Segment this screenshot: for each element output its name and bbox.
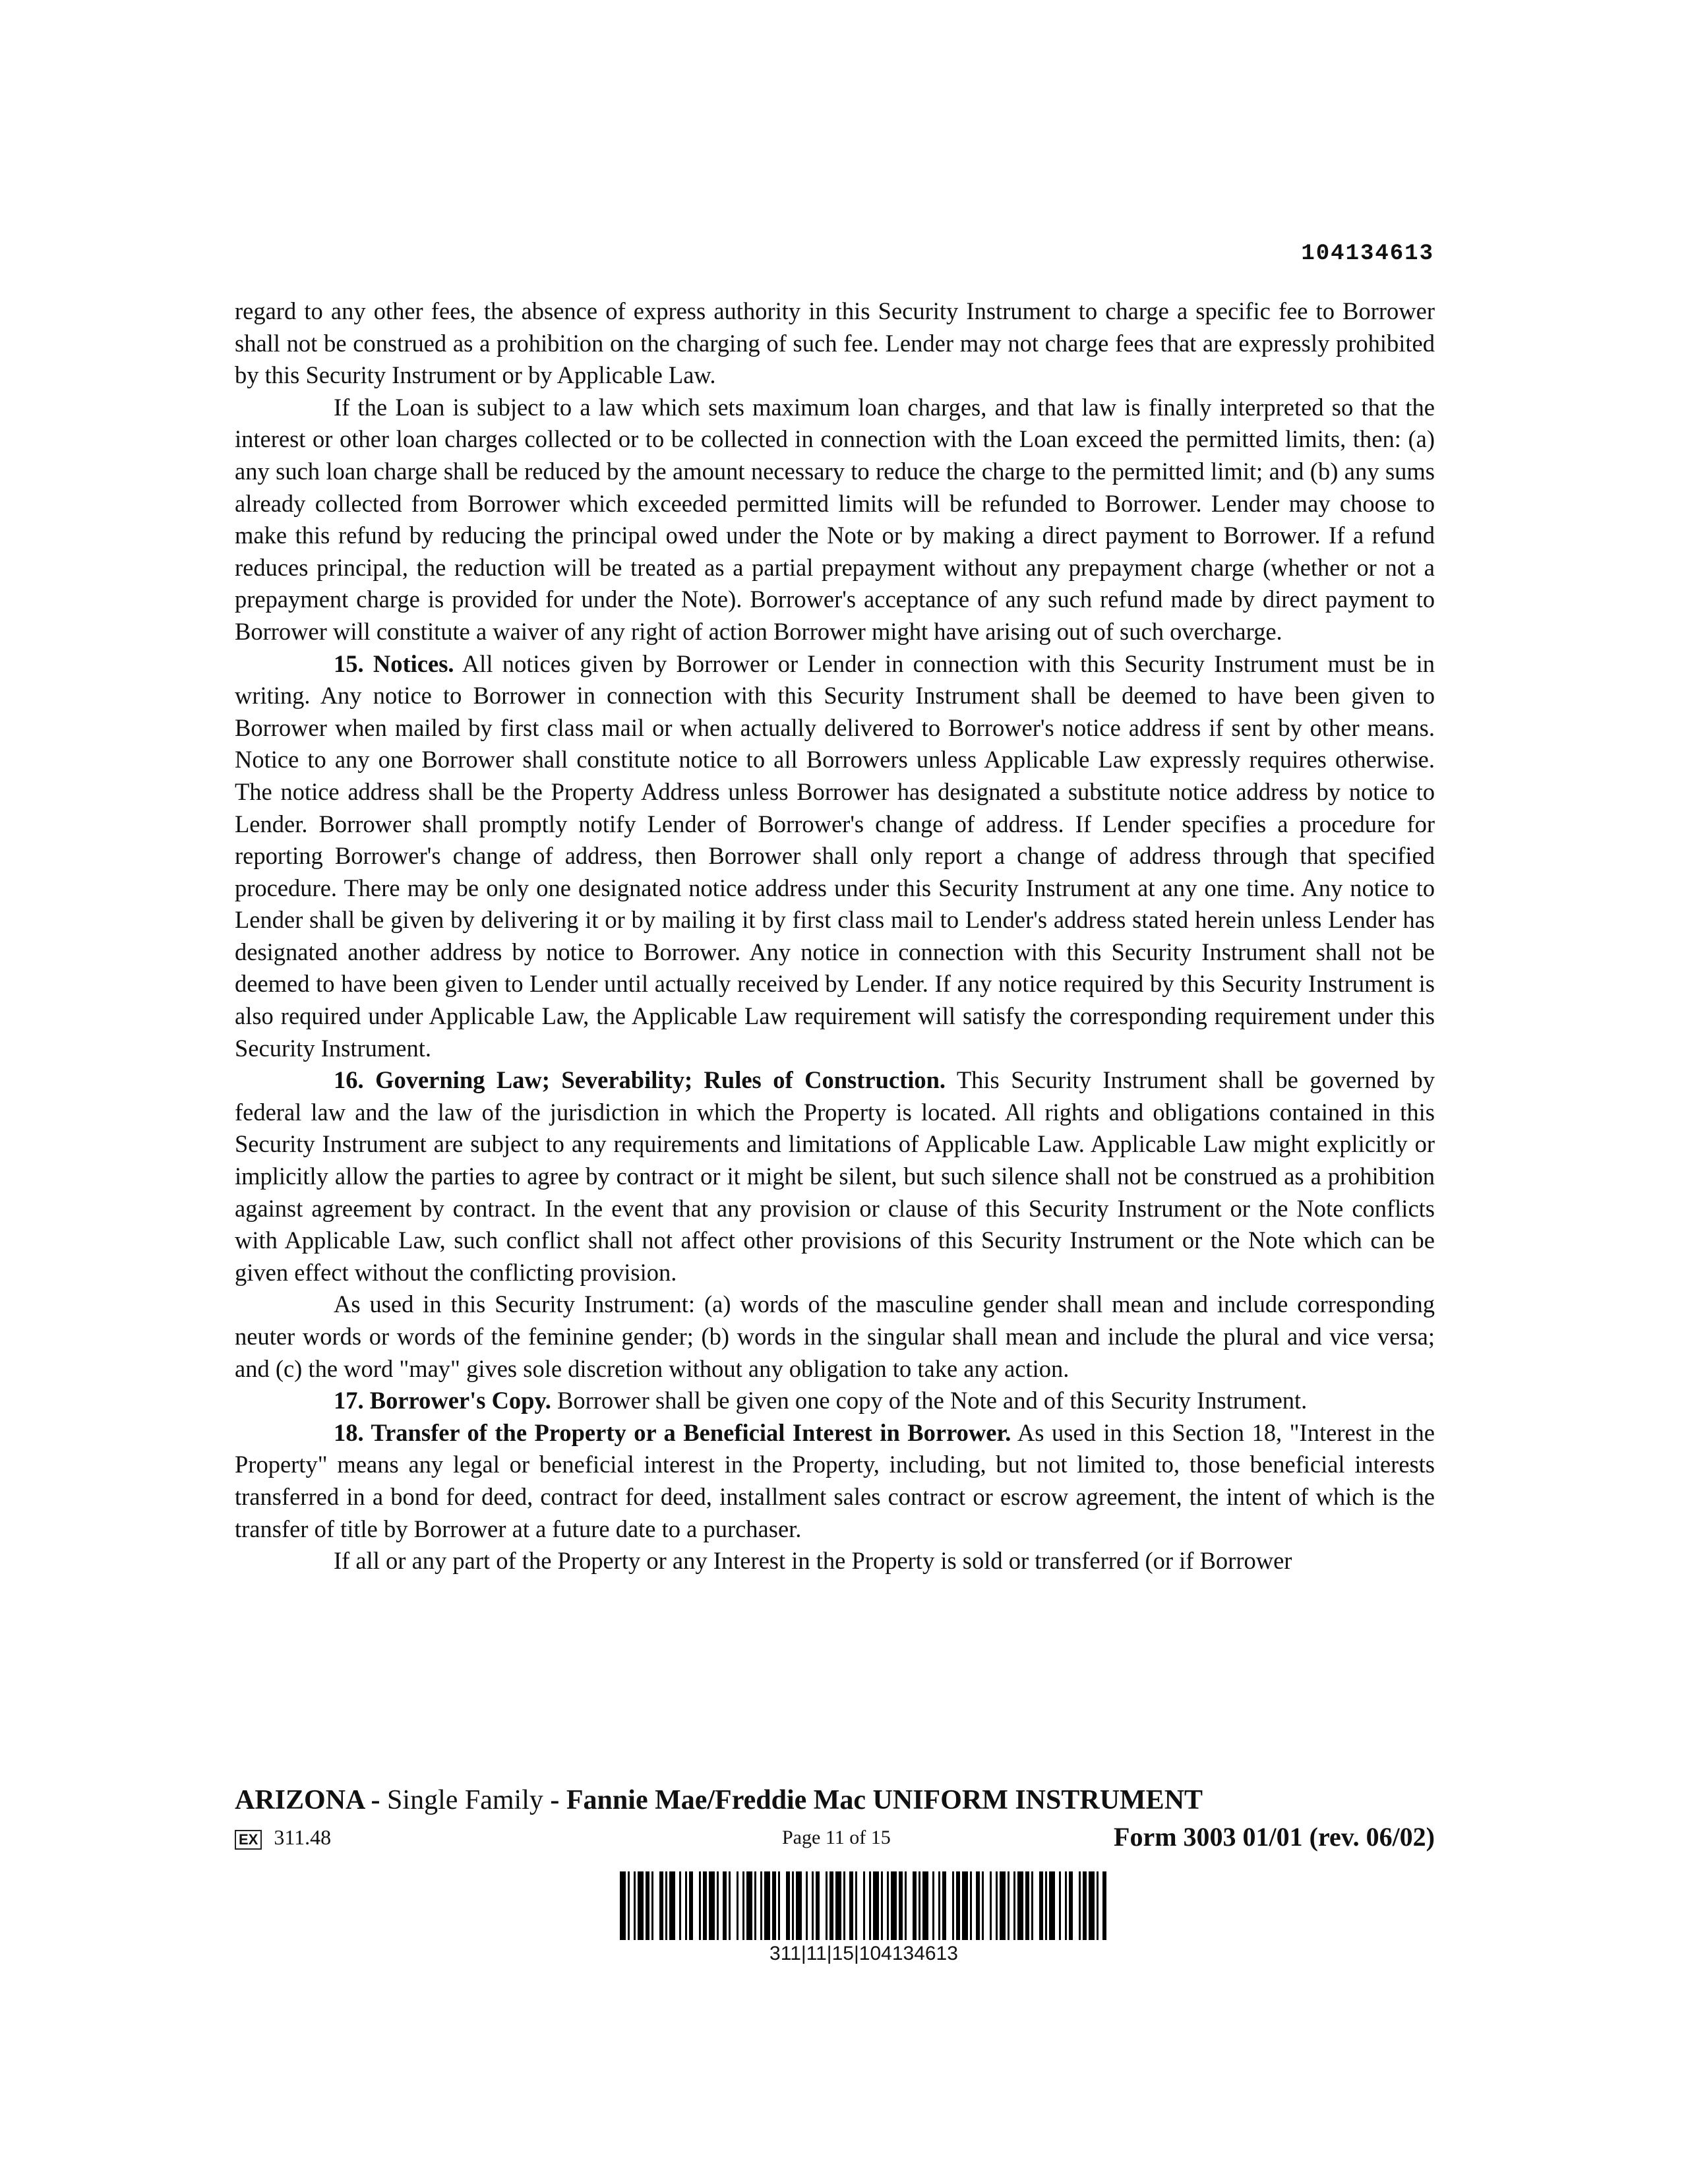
section-heading: 15. Notices.	[334, 650, 454, 677]
footer-family: Single Family	[387, 1785, 543, 1815]
paragraph-text: All notices given by Borrower or Lender in connection with this Security Instrument must be in writing. Any notice to Borrower in connection with this Security Instrument shall be deemed to have been given to Borrower when mailed by first class mail or when actually delivered to Borrower's notice address if sent by other means. Notice to any one Borrower shall constitute notice to all Borrowers unless Applicable Law expressly requires otherwise. The notice address shall be the Property Address unless Borrower has designated a substitute notice address by notice to Lender. Borrower shall promptly notify Lender of Borrower's change of address. If Lender specifies a procedure for reporting Borrower's change of address, then Borrower shall only report a change of address through that specified procedure. There may be only one designated notice address under this Security Instrument at any one time. Any notice to Lender shall be given by delivering it or by mailing it by first class mail to Lender's address stated herein unless Lender has designated another address by notice to Borrower. Any notice in connection with this Security Instrument shall not be deemed to have been given to Lender until actually received by Lender. If any notice required by this Security Instrument is also required under Applicable Law, the Applicable Law requirement will satisfy the corresponding requirement under this Security Instrument.	[235, 650, 1435, 1062]
form-code-text: 311.48	[274, 1825, 332, 1849]
paragraph-text: If all or any part of the Property or any Interest in the Property is sold or transferred (or if Borrower	[334, 1547, 1292, 1575]
document-body	[235, 295, 1435, 1577]
barcode-text: 311|11|15|104134613	[769, 1943, 958, 1964]
section-16-governing-law	[235, 1064, 1435, 1289]
footer-instrument: Fannie Mae/Freddie Mac UNIFORM INSTRUMENT	[566, 1785, 1203, 1815]
paragraph-loan-charges	[235, 392, 1435, 648]
footer-separator: -	[543, 1785, 566, 1815]
paragraph-fee-continuation	[235, 295, 1435, 392]
page-number: Page 11 of 15	[782, 1827, 891, 1848]
footer-state: ARIZONA	[235, 1785, 365, 1815]
paragraph-text: regard to any other fees, the absence of express authority in this Security Instrument to charge a specific fee to Borrower shall not be construed as a prohibition on the charging of such fee. Lender may not charge fees that are expressly prohibited by this Security Instrument or by Applicable Law.	[235, 297, 1435, 389]
section-15-notices	[235, 648, 1435, 1065]
paragraph-text: If the Loan is subject to a law which sets maximum loan charges, and that law is finally interpreted so that the interest or other loan charges collected or to be collected in connection with the Loan exceed the permitted limits, then: (a) any such loan charge shall be reduced by the amount necessary to reduce the charge to the permitted limit; and (b) any sums already collected from Borrower which exceeded permitted limits will be refunded to Borrower. Lender may choose to make this refund by reducing the principal owed under the Note or by making a direct payment to Borrower. If a refund reduces principal, the reduction will be treated as a partial prepayment without any prepayment charge (whether or not a prepayment charge is provided for under the Note). Borrower's acceptance of any such refund made by direct payment to Borrower will constitute a waiver of any right of action Borrower might have arising out of such overcharge.	[235, 393, 1435, 645]
section-heading: 17. Borrower's Copy.	[334, 1387, 551, 1414]
paragraph-text: Borrower shall be given one copy of the Note and of this Security Instrument.	[557, 1387, 1308, 1414]
paragraph-transfer-continued	[235, 1545, 1435, 1577]
ex-logo-icon: EX	[235, 1830, 262, 1850]
paragraph-text: This Security Instrument shall be governed by federal law and the law of the jurisdiction in which the Property is located. All rights and obligations contained in this Security Instrument are subject to any requirements and limitations of Applicable Law. Applicable Law might explicitly or implicitly allow the parties to agree by contract or it might be silent, but such silence shall not be construed as a prohibition against agreement by contract. In the event that any provision or clause of this Security Instrument or the Note conflicts with Applicable Law, such conflict shall not affect other provisions of this Security Instrument or the Note which can be given effect without the conflicting provision.	[235, 1066, 1435, 1286]
footer-separator: -	[364, 1785, 388, 1815]
footer-row	[235, 1821, 1435, 1854]
paragraph-text: As used in this Security Instrument: (a) words of the masculine gender shall mean and include corresponding neuter words or words of the feminine gender; (b) words in the singular shall mean and include the plural and vice versa; and (c) the word "may" gives sole discretion without any obligation to take any action.	[235, 1290, 1435, 1382]
section-heading: 18. Transfer of the Property or a Beneficial Interest in Borrower.	[334, 1418, 1011, 1446]
loan-number: 104134613	[1301, 241, 1434, 266]
section-heading: 16. Governing Law; Severability; Rules of Construction.	[334, 1066, 946, 1094]
form-number: Form 3003 01/01 (rev. 06/02)	[1114, 1822, 1435, 1852]
paragraph-text: As used in this Section 18, "Interest in the Property" means any legal or beneficial interest in the Property, including, but not limited to, those beneficial interests transferred in a bond for deed, contract for deed, installment sales contract or escrow agreement, the intent of which is the transfer of title by Borrower at a future date to a purchaser.	[235, 1418, 1435, 1542]
paragraph-construction	[235, 1289, 1435, 1385]
footer-title	[235, 1784, 1203, 1816]
section-17-borrowers-copy	[235, 1385, 1435, 1417]
barcode-icon	[620, 1871, 1108, 1940]
footer-form-code	[235, 1825, 331, 1850]
section-18-transfer	[235, 1417, 1435, 1545]
